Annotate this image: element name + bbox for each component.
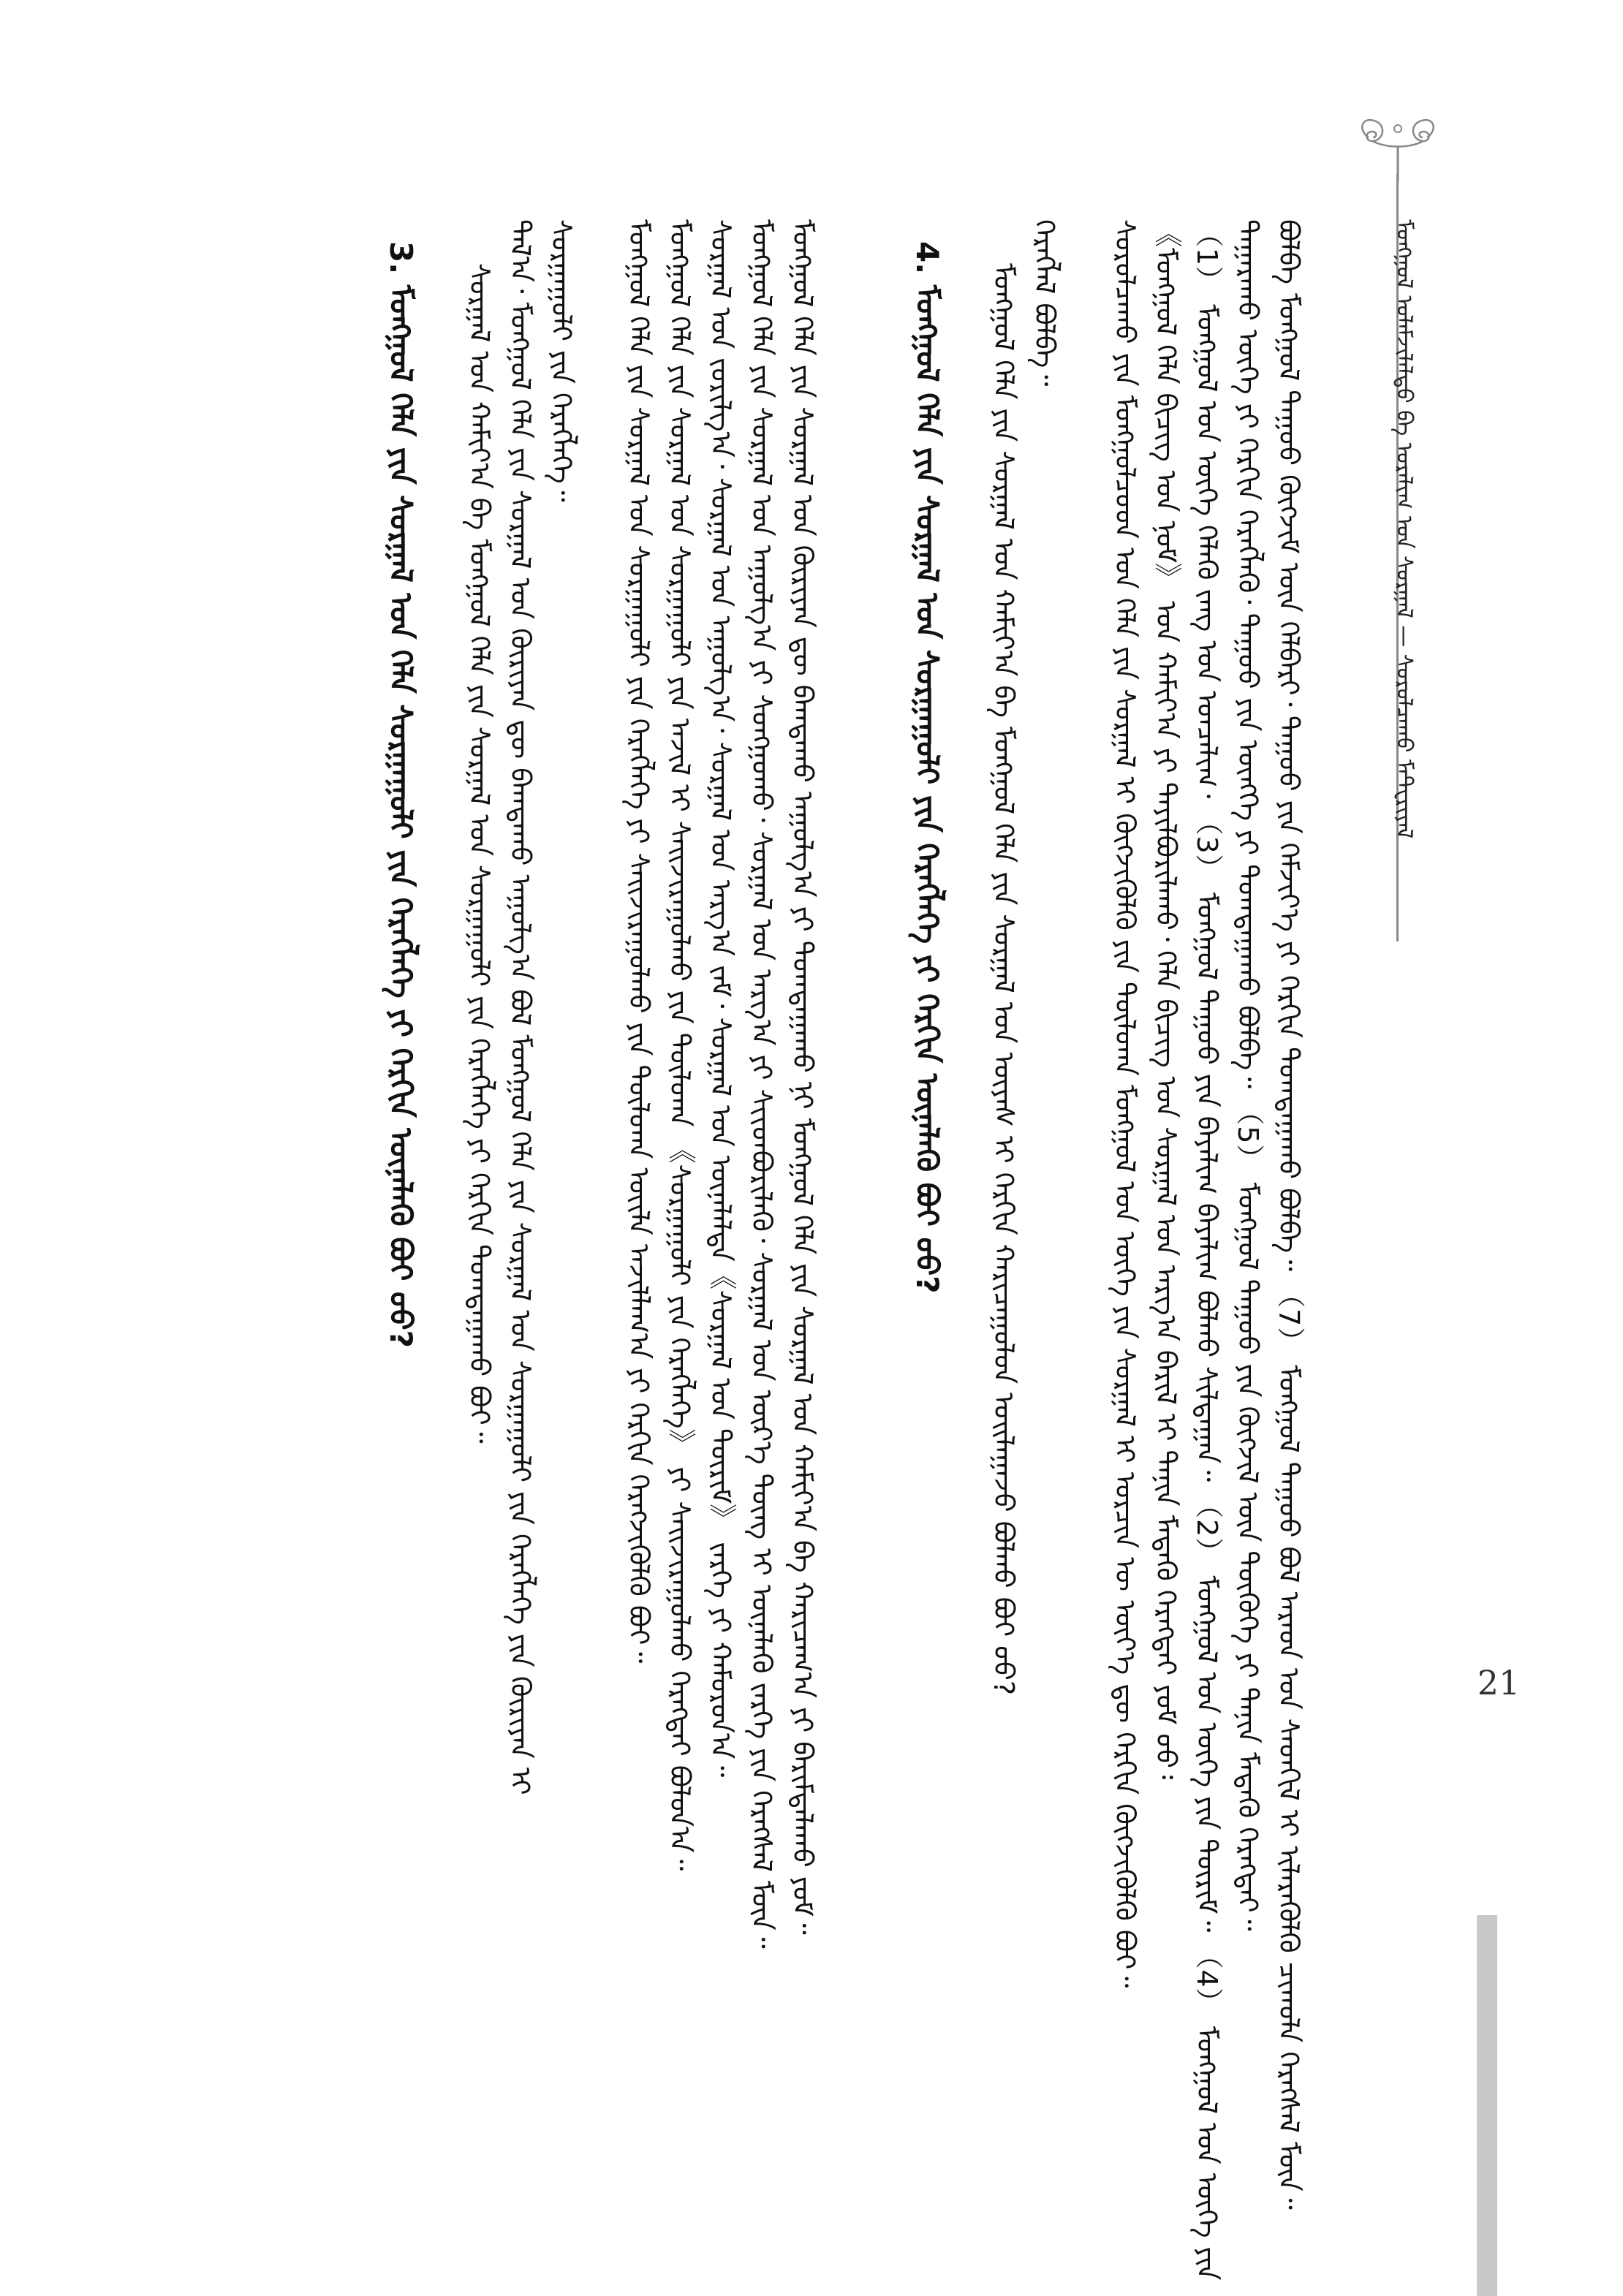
text-column-10: ᠮᠣᠩᠭᠣᠯ ᠬᠡᠯᠡ ᠶᠢᠨ ᠰᠤᠷᠭᠠᠯ ᠤᠨ ᠠᠭᠤᠯᠭ᠎ᠠ ᠶᠢ ᠰᠤᠨᠭᠭᠤᠬᠤ᠂ ᠰᠤᠷᠭᠠᠯ ᠤᠨ ᠠᠷᠭ᠎ᠠ ᠶᠢ ᠰᠢᠢᠳᠪᠦᠷᠢᠯᠡᠬᠦ᠂ ᠰᠤᠷᠭᠠᠯ ᠤᠨ ᠦᠷ᠎ᠡ ᠳᠦᠩ ᠢ ᠦᠨᠡᠯᠡᠬᠦ ᠵᠡᠷᠭᠡ ᠶᠢᠨ ᠬᠡᠷᠡᠭᠰᠡᠯ ᠮᠥᠨ᠃ [746, 219, 778, 1949]
text-column-16: ᠰᠤᠷᠭᠠᠯ ᠤᠨ ᠬᠠᠮᠢᠶ᠎ᠠ ᠪᠠ ᠮᠣᠩᠭᠣᠯ ᠬᠡᠯᠡ ᠶᠢᠨ ᠰᠤᠷᠭᠠᠯ ᠤᠨ ᠰᠤᠷᠭᠠᠭᠤᠯᠢ ᠶᠢᠨ ᠬᠡᠷᠡᠭᠯᠡᠭᠡ ᠶᠢ ᠬᠡᠷᠬᠢᠨ ᠲᠣᠭᠲᠠᠭᠠᠬᠤ ᠪᠤᠢ᠃ [464, 263, 496, 1444]
text-column-6: ᠬᠡᠷᠡᠭᠯᠡᠯ ᠪᠣᠯᠪᠠ᠃ [1029, 219, 1061, 387]
header-ornament-icon [1354, 115, 1442, 181]
text-column-1: ᠪᠣᠯᠪᠠ ᠮᠣᠩᠭᠣᠯ ᠳᠠᠭᠤᠤ ᠬᠦᠭᠵᠢᠮ ᠦᠨ ᠬᠡᠯᠪᠡᠷᠢ᠂ ᠳᠠᠭᠤᠤ ᠶᠢᠨ ᠬᠡᠮᠵᠢᠶ᠎ᠡ ᠶᠢ ᠬᠡᠷᠬᠢᠨ ᠲᠣᠭᠲᠠᠭᠠᠬᠤ ᠪᠣᠯᠪᠠ᠃ （7） ᠮᠣᠩᠭᠣᠯ ᠳᠠᠭᠤᠤ ᠪᠣᠯ ᠠᠷᠠᠳ ᠤᠨ ᠰᠡᠳᠬᠢᠯ ᠢ ᠢᠯᠡᠷᠡᠭᠦᠯᠬᠦ ᠴᠢᠬᠤᠯᠠ ᠬᠡᠷᠡᠭᠰᠡᠯ ᠮᠥᠨ᠃ [1273, 219, 1305, 2210]
running-head: ᠮᠣᠩᠭᠣᠯ ᠤᠯᠠᠮᠵᠢᠯᠠᠯᠲᠤ ᠪᠠ ᠤᠷᠠᠯᠢᠭ ᠤᠨ ᠰᠤᠷᠭᠠᠯ — ᠰᠤᠷᠤᠯᠴᠠᠬᠤ ᠮᠠᠲ᠋ᠧᠷᠢᠶᠠᠯ [1391, 219, 1417, 839]
text-column-12: ᠮᠣᠩᠭᠣᠯ ᠬᠡᠯᠡ ᠶᠢᠨ ᠰᠤᠷᠭᠠᠯ ᠤᠨ ᠰᠤᠷᠭᠠᠭᠤᠯᠢ ᠶᠢᠨ ᠠᠵᠢᠯ ᠢ ᠰᠠᠢᠵᠢᠷᠠᠭᠤᠯᠬᠤ ᠶᠢᠨ ᠲᠥᠯᠥᠭ᠍ᠡ 《ᠰᠤᠷᠭᠠᠭᠤᠯᠢ ᠶᠢᠨ ᠬᠡᠷᠡᠭᠯᠡᠭᠡ》 ᠶᠢ ᠰᠠᠢᠵᠢᠷᠠᠭᠤᠯᠬᠤ ᠬᠡᠷᠡᠭᠲᠡᠢ ᠪᠣᠯᠤᠨ᠎ᠠ᠃ [664, 219, 696, 1871]
page-number: 21 [1477, 1663, 1521, 1702]
section-heading-4: 4. ᠮᠣᠩᠭᠣᠯ ᠬᠡᠯᠡ ᠶᠢᠨ ᠰᠤᠷᠭᠠᠯ ᠤᠨ ᠰᠤᠷᠭᠠᠭᠤᠯᠢ ᠶᠢᠨ ᠬᠡᠷᠡᠭᠯᠡᠭᠡ ᠶᠢ ᠬᠡᠷᠬᠢᠨ ᠦᠨᠡᠯᠡᠬᠦ ᠪᠤᠢ ᠤᠤ? [909, 241, 945, 1294]
text-column-7: ᠮᠣᠩᠭᠣᠯ ᠬᠡᠯᠡ ᠶᠢᠨ ᠰᠤᠷᠭᠠᠯ ᠤᠨ ᠬᠠᠮᠢᠶ᠎ᠠ ᠪᠠ ᠮᠣᠩᠭᠣᠯ ᠬᠡᠯᠡ ᠶᠢᠨ ᠰᠤᠷᠭᠠᠯ ᠤᠨ ᠦᠶᠡᠰ ᠢ ᠬᠡᠷᠬᠢᠨ ᠬᠠᠷᠢᠴᠠᠭᠤᠯᠤᠨ ᠤᠢᠯᠠᠭᠠᠵᠤ ᠪᠣᠯᠬᠤ ᠪᠤᠢ ᠤᠤ? [988, 263, 1020, 1696]
text-column-11: ᠰᠤᠷᠭᠠᠯ ᠤᠨ ᠵᠣᠷᠢᠯᠭ᠎ᠠ᠂ ᠰᠤᠷᠭᠠᠯ ᠤᠨ ᠠᠭᠤᠯᠭ᠎ᠠ᠂ ᠰᠤᠷᠭᠠᠯ ᠤᠨ ᠠᠷᠭ᠎ᠠ ᠵᠠᠮ᠂ ᠰᠤᠷᠭᠠᠯ ᠤᠨ ᠦᠨᠡᠯᠡᠯᠲᠡ《ᠰᠤᠷᠭᠠᠯ ᠤᠨ ᠳᠦᠷᠢᠮ》 ᠵᠡᠷᠭᠡ ᠶᠢ ᠬᠠᠮᠤᠷᠤᠨ᠎ᠠ᠃ [705, 219, 737, 1778]
text-column-5: ᠰᠤᠷᠤᠯᠴᠠᠬᠤ ᠶᠢᠨ ᠮᠣᠩᠭᠣᠯᠴᠤᠳ ᠤᠨ ᠬᠡᠯᠡ ᠶᠢᠨ ᠰᠤᠷᠭᠠᠯ ᠢ ᠬᠥᠭᠵᠢᠭᠦᠯᠬᠦ ᠶᠢᠨ ᠲᠥᠯᠥᠭ᠍ᠡ ᠮᠣᠩᠭᠣᠯ ᠤᠨ ᠦᠭᠡ ᠶᠢᠨ ᠰᠤᠷᠭᠠᠯ ᠢ ᠣᠷᠴᠢᠨ ᠦ ᠦᠶ᠎ᠡ ᠳᠦ ᠬᠡᠷᠬᠢᠨ ᠬᠥᠭᠵᠢᠭᠦᠯᠬᠦ ᠪᠤᠢ᠃ [1109, 219, 1141, 1988]
text-column-3: （1） ᠮᠣᠩᠭᠣᠯ ᠤᠨ ᠦᠭᠡ ᠬᠡᠯᠡᠬᠦ ᠵᠠᠩ ᠤᠨ ᠣᠨᠴᠠᠯᠢᠭ᠂ （3） ᠮᠣᠩᠭᠣᠯ ᠳᠠᠭᠤᠤ ᠶᠢᠨ ᠪᠠᠶᠠᠯᠢᠭ ᠪᠠᠶᠠᠯᠢᠭ ᠪᠣᠯᠬᠤ ᠰᠢᠯᠲᠠᠭᠠᠨ᠃ （2） ᠮᠣᠩᠭᠣᠯ ᠤᠨ ᠦᠭᠡ ᠶᠢᠨ ᠳᠦᠷᠢᠮ᠃ （4） ᠮᠣᠩᠭᠣᠯ ᠤᠨ ᠦᠭᠡ ᠶᠢᠨ [1191, 219, 1223, 2281]
text-column-2: ᠲᠠᠭᠠᠷᠠᠬᠤ ᠦᠭᠡ ᠶᠢ ᠬᠡᠷᠬᠢᠨ ᠬᠡᠷᠡᠭᠯᠡᠬᠦ᠂ ᠳᠠᠭᠤᠤ ᠶᠢᠨ ᠥᠩᠭᠡ ᠶᠢ ᠲᠣᠭᠲᠠᠭᠠᠬᠤ ᠪᠣᠯᠪᠠ᠃ （5） ᠮᠣᠩᠭᠣᠯ ᠳᠠᠭᠤᠤ ᠶᠢᠨ ᠬᠥᠭᠵᠢᠯ ᠦᠨ ᠲᠦᠬᠦᠬᠡ ᠶᠢ ᠲᠠᠨᠢᠨ ᠮᠡᠳᠡᠬᠦ ᠬᠡᠷᠡᠭᠲᠡᠢ᠃ [1232, 219, 1264, 1931]
section-heading-3: 3. ᠮᠣᠩᠭᠣᠯ ᠬᠡᠯᠡ ᠶᠢᠨ ᠰᠤᠷᠭᠠᠯ ᠤᠨ ᠬᠡᠯᠡ ᠰᠤᠷᠭᠠᠭᠤᠯᠢ ᠶᠢᠨ ᠬᠡᠷᠡᠭᠯᠡᠭᠡ ᠶᠢ ᠬᠡᠷᠬᠢᠨ ᠦᠨᠡᠯᠡᠬᠦ ᠪᠤᠢ ᠤᠤ? [383, 241, 419, 1349]
text-column-15: ᠲᠠᠯ᠎ᠠ᠂ ᠮᠣᠩᠭᠣᠯ ᠬᠡᠯᠡ ᠶᠢᠨ ᠰᠤᠷᠭᠠᠯ ᠤᠨ ᠬᠦᠷᠢᠶᠡᠨ ᠳᠦ ᠪᠠᠭᠲᠠᠬᠤ ᠠᠭᠤᠯᠭ᠎ᠠ ᠪᠣᠯ ᠮᠣᠩᠭᠣᠯ ᠬᠡᠯᠡ ᠶᠢᠨ ᠰᠤᠷᠭᠠᠯ ᠤᠨ ᠰᠤᠷᠭᠠᠭᠤᠯᠢ ᠶᠢᠨ ᠬᠡᠷᠡᠭᠯᠡᠭᠡ ᠶᠢᠨ ᠬᠦᠷᠢᠶᠡᠨ ᠢ [504, 219, 537, 1795]
text-column-13: ᠮᠣᠩᠭᠣᠯ ᠬᠡᠯᠡ ᠶᠢᠨ ᠰᠤᠷᠭᠠᠯ ᠤᠨ ᠰᠤᠷᠭᠠᠭᠤᠯᠢ ᠶᠢᠨ ᠬᠡᠷᠡᠭᠯᠡᠭᠡ ᠶᠢ ᠰᠠᠢᠵᠢᠷᠠᠭᠤᠯᠬᠤ ᠶᠢᠨ ᠲᠥᠯᠥᠭ᠍ᠡ ᠦᠢᠯᠡ ᠠᠵᠢᠯᠯᠠᠭ᠎ᠠ ᠶᠢ ᠬᠡᠷᠬᠢᠨ ᠬᠡᠷᠡᠭᠵᠢᠭᠦᠯᠬᠦ ᠪᠤᠢ᠃ [623, 219, 655, 1664]
page-edge-tab [1477, 1915, 1497, 2296]
text-column-9: ᠮᠣᠩᠭᠣᠯ ᠬᠡᠯᠡ ᠶᠢᠨ ᠰᠤᠷᠭᠠᠯ ᠤᠨ ᠬᠦᠷᠢᠶᠡᠨ ᠳᠦ ᠪᠠᠭᠲᠠᠬᠤ ᠠᠭᠤᠯᠭ᠎ᠠ ᠶᠢ ᠲᠣᠭᠲᠠᠭᠠᠬᠤ ᠨᠢ ᠮᠣᠩᠭᠣᠯ ᠬᠡᠯᠡ ᠶᠢᠨ ᠰᠤᠷᠭᠠᠯ ᠤᠨ ᠬᠠᠮᠢᠶ᠎ᠠ ᠪᠠ ᠬᠠᠷᠢᠴᠠᠭ᠎ᠠ ᠶᠢ ᠪᠠᠷᠢᠮᠲᠠᠯᠠᠬᠤ ᠶᠤᠮ᠃ [787, 219, 819, 1935]
text-column-14: ᠰᠤᠷᠭᠠᠭᠤᠯᠢ ᠶᠢᠨ ᠬᠡᠷᠡᠭᠯᠡᠭᠡ᠃ [545, 219, 578, 502]
text-column-4: 《ᠮᠣᠩᠭᠣᠯ ᠬᠡᠯᠡ ᠪᠢᠴᠢᠭ ᠤᠨ ᠨᠣᠮ》 ᠤᠨ ᠬᠠᠮᠢᠶ᠎ᠠ ᠶᠢ ᠲᠠᠶᠢᠯᠪᠤᠷᠢᠯᠠᠬᠤ᠂ ᠬᠡᠯᠡ ᠪᠢᠴᠢᠭ ᠤᠨ ᠰᠤᠷᠭᠠᠯ ᠤᠨ ᠠᠷᠭ᠎ᠠ ᠪᠠᠷᠢᠯ ᠢ ᠲᠠᠨᠢᠨ ᠮᠡᠳᠡᠬᠦ ᠬᠡᠷᠡᠭᠲᠡᠢ ᠶᠤᠮ ᠤᠤ᠄ [1150, 219, 1182, 1780]
